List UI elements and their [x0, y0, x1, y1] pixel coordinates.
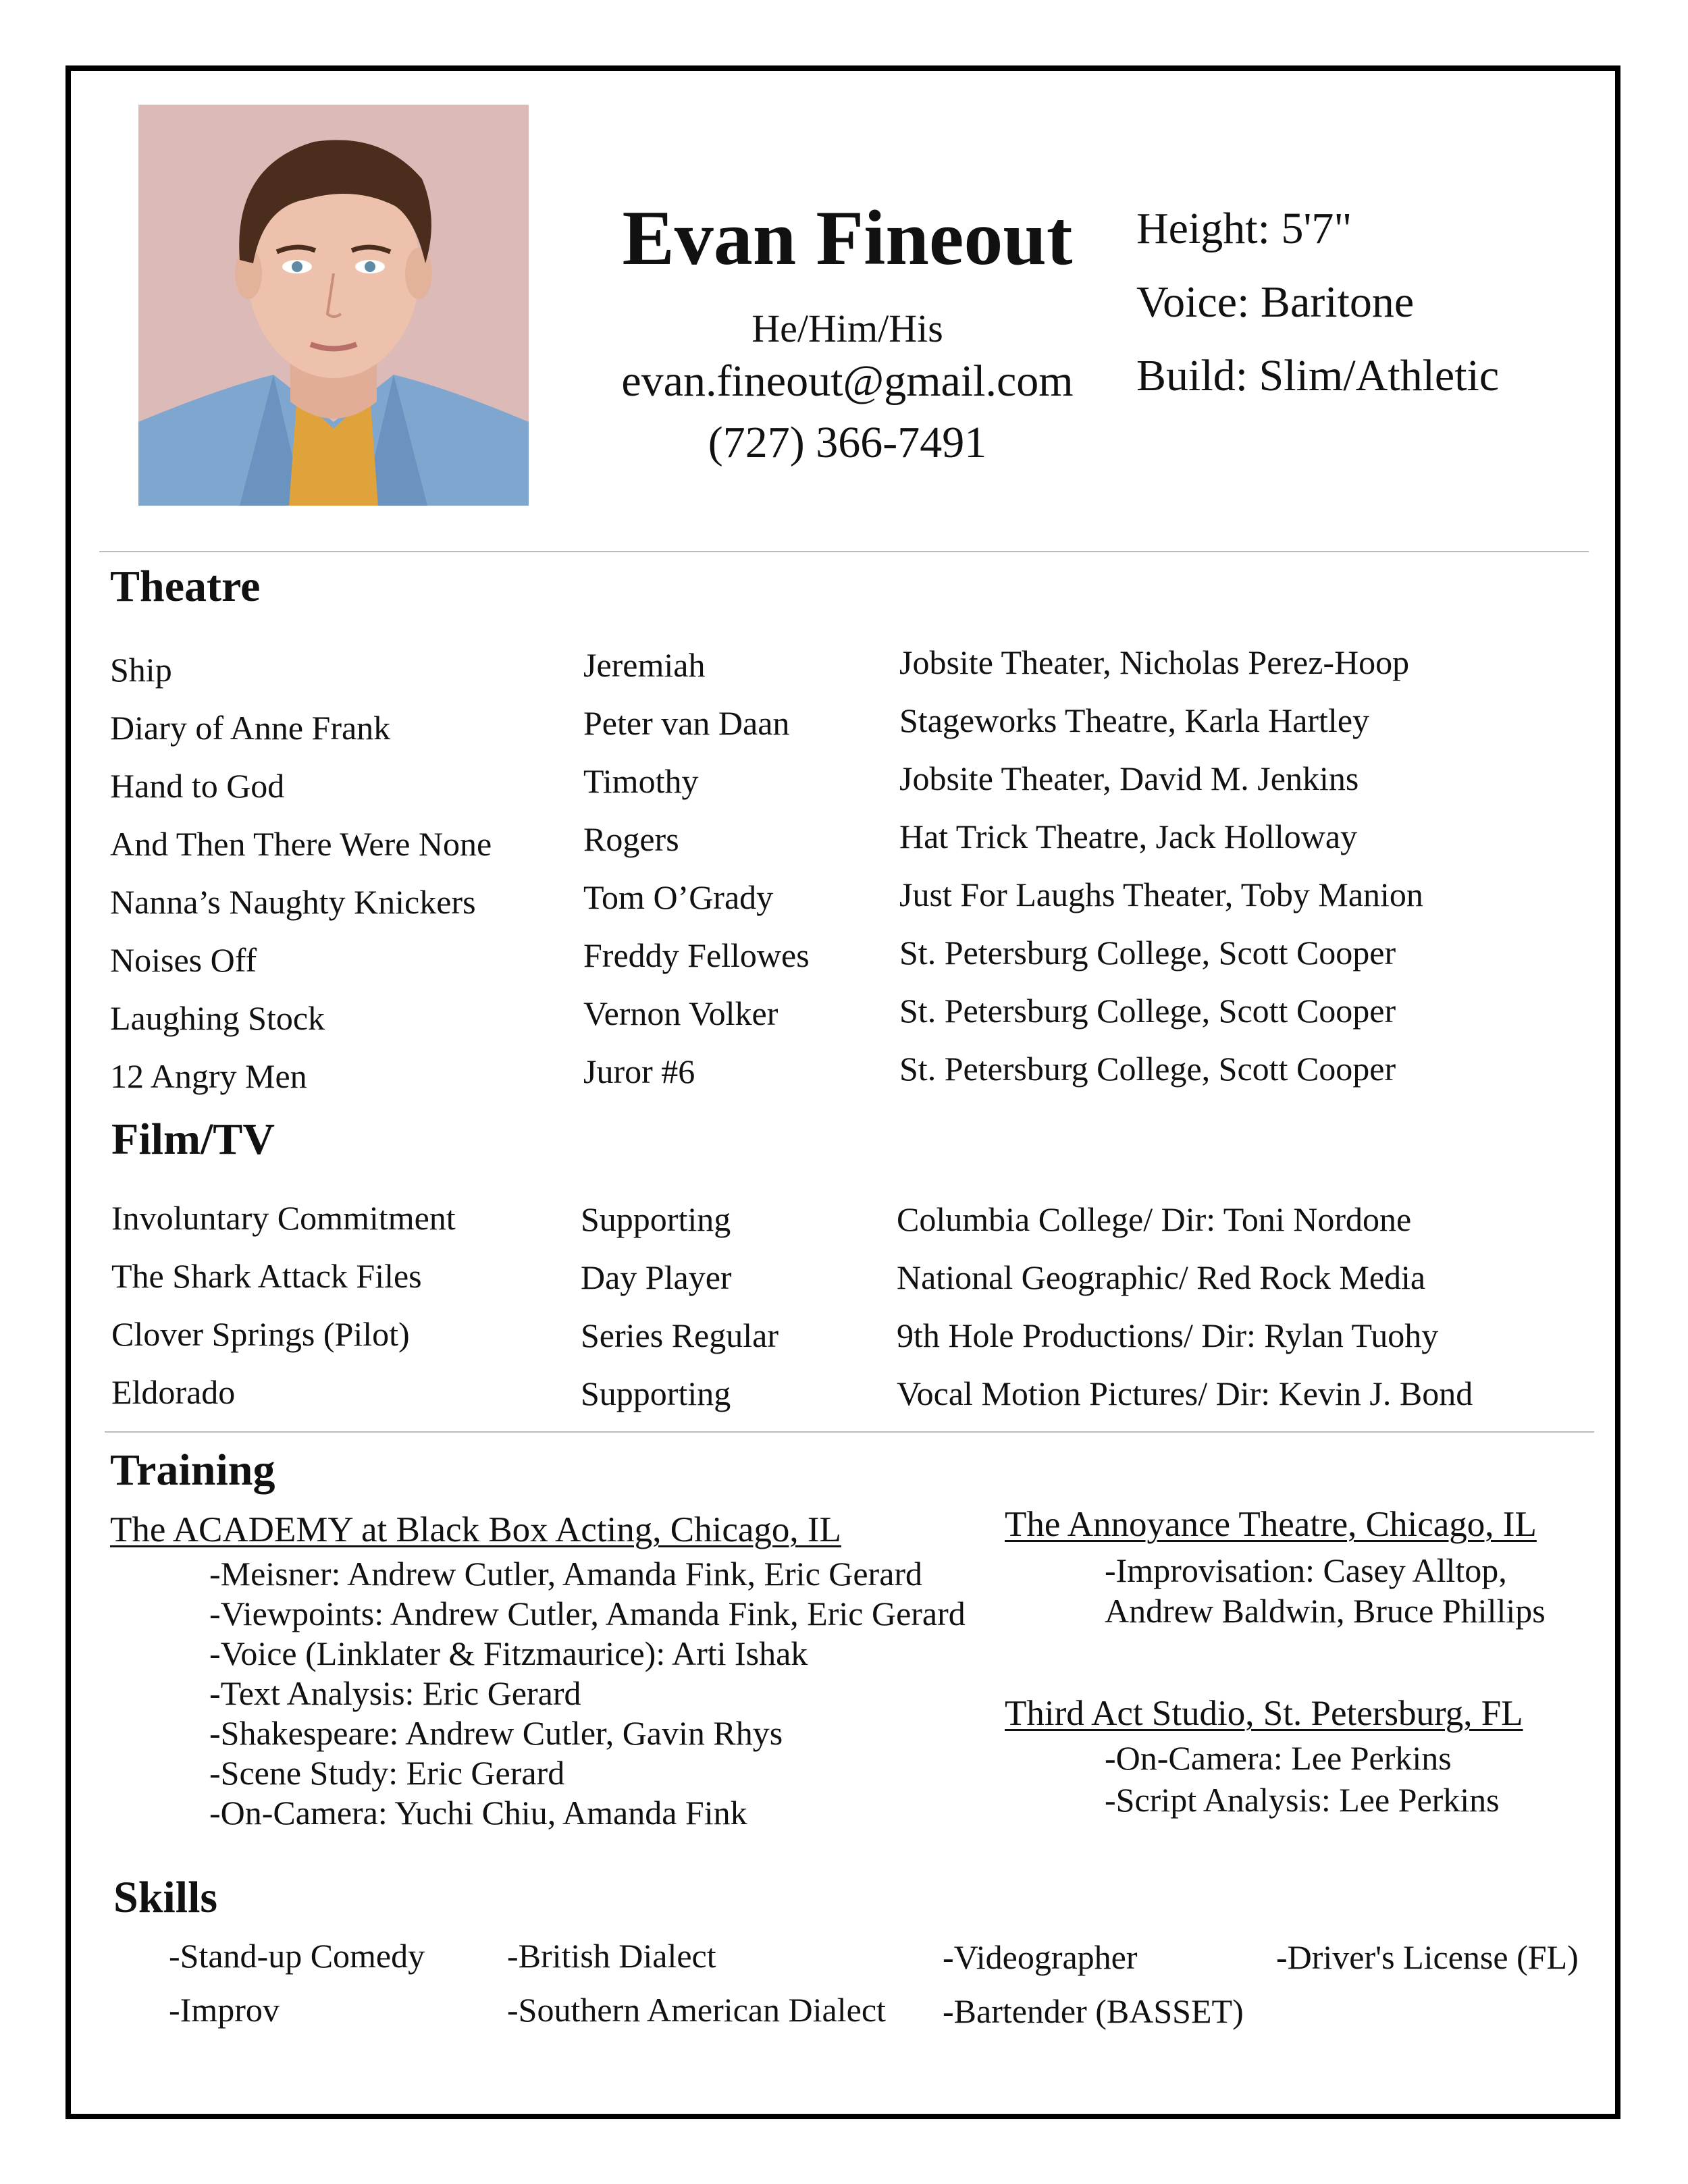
- film-venue: National Geographic/ Red Rock Media: [897, 1258, 1426, 1296]
- training-line: -Meisner: Andrew Cutler, Amanda Fink, Eric Gerard: [209, 1555, 923, 1593]
- skill-item: -British Dialect: [507, 1937, 716, 1975]
- training-heading: Training: [110, 1445, 275, 1495]
- theatre-role: Juror #6: [583, 1053, 695, 1090]
- annoyance-heading: The Annoyance Theatre, Chicago, IL: [1005, 1505, 1537, 1544]
- film-show: Clover Springs (Pilot): [111, 1315, 410, 1353]
- skills-heading: Skills: [113, 1873, 218, 1922]
- theatre-role: Vernon Volker: [583, 994, 779, 1032]
- skill-item: -Driver's License (FL): [1276, 1938, 1579, 1976]
- skill-item: -Southern American Dialect: [507, 1991, 886, 2029]
- theatre-show: Noises Off: [110, 941, 257, 979]
- header-divider: [99, 551, 1589, 552]
- film-venue: Vocal Motion Pictures/ Dir: Kevin J. Bond: [897, 1375, 1473, 1412]
- theatre-show: And Then There Were None: [110, 825, 492, 863]
- theatre-role: Freddy Fellowes: [583, 936, 810, 974]
- headshot-photo: [138, 105, 529, 506]
- skill-item: -Stand-up Comedy: [169, 1937, 425, 1975]
- theatre-show: Diary of Anne Frank: [110, 709, 391, 747]
- training-line: -Script Analysis: Lee Perkins: [1105, 1781, 1500, 1819]
- theatre-show: 12 Angry Men: [110, 1057, 307, 1095]
- height-stat: Height: 5'7": [1136, 204, 1352, 253]
- theatre-role: Tom O’Grady: [583, 878, 774, 916]
- training-line: -Scene Study: Eric Gerard: [209, 1754, 565, 1792]
- film-show: The Shark Attack Files: [111, 1257, 422, 1295]
- skill-item: -Videographer: [943, 1938, 1138, 1976]
- theatre-show: Nanna’s Naughty Knickers: [110, 883, 476, 921]
- theatre-venue: Jobsite Theater, David M. Jenkins: [899, 760, 1359, 797]
- theatre-heading: Theatre: [110, 562, 261, 611]
- theatre-venue: St. Petersburg College, Scott Cooper: [899, 1050, 1396, 1088]
- academy-heading: The ACADEMY at Black Box Acting, Chicago, IL: [110, 1510, 841, 1549]
- training-line: -On-Camera: Yuchi Chiu, Amanda Fink: [209, 1794, 747, 1832]
- film-show: Involuntary Commitment: [111, 1199, 456, 1237]
- theatre-venue: St. Petersburg College, Scott Cooper: [899, 992, 1396, 1030]
- pronouns: He/Him/His: [751, 307, 943, 350]
- film-role: Supporting: [581, 1375, 731, 1412]
- theatre-role: Timothy: [583, 762, 699, 800]
- skill-item: -Improv: [169, 1991, 280, 2029]
- training-line: -On-Camera: Lee Perkins: [1105, 1739, 1452, 1777]
- film-venue: Columbia College/ Dir: Toni Nordone: [897, 1200, 1412, 1238]
- skill-item: -Bartender (BASSET): [943, 1992, 1244, 2030]
- film-show: Eldorado: [111, 1373, 236, 1411]
- theatre-venue: St. Petersburg College, Scott Cooper: [899, 934, 1396, 971]
- training-line: Andrew Baldwin, Bruce Phillips: [1105, 1592, 1546, 1630]
- theatre-venue: Just For Laughs Theater, Toby Manion: [899, 876, 1423, 913]
- theatre-role: Rogers: [583, 820, 679, 858]
- theatre-show: Ship: [110, 651, 172, 689]
- theatre-venue: Stageworks Theatre, Karla Hartley: [899, 701, 1370, 739]
- film-divider: [105, 1431, 1594, 1433]
- phone: (727) 366-7491: [708, 418, 987, 467]
- film-venue: 9th Hole Productions/ Dir: Rylan Tuohy: [897, 1316, 1439, 1354]
- theatre-role: Jeremiah: [583, 646, 706, 684]
- training-line: -Improvisation: Casey Alltop,: [1105, 1551, 1507, 1589]
- training-line: -Shakespeare: Andrew Cutler, Gavin Rhys: [209, 1714, 783, 1752]
- film-heading: Film/TV: [111, 1115, 275, 1164]
- build-stat: Build: Slim/Athletic: [1136, 351, 1500, 400]
- theatre-role: Peter van Daan: [583, 704, 790, 742]
- email: evan.fineout@gmail.com: [621, 356, 1074, 406]
- film-role: Series Regular: [581, 1316, 779, 1354]
- theatre-venue: Hat Trick Theatre, Jack Holloway: [899, 818, 1358, 855]
- training-line: -Voice (Linklater & Fitzmaurice): Arti Ishak: [209, 1634, 808, 1672]
- theatre-show: Hand to God: [110, 767, 285, 805]
- film-role: Supporting: [581, 1200, 731, 1238]
- film-role: Day Player: [581, 1258, 732, 1296]
- actor-name: Evan Fineout: [622, 195, 1073, 282]
- training-line: -Viewpoints: Andrew Cutler, Amanda Fink, Eric Gerard: [209, 1595, 966, 1632]
- third-act-heading: Third Act Studio, St. Petersburg, FL: [1005, 1694, 1523, 1733]
- theatre-show: Laughing Stock: [110, 999, 325, 1037]
- theatre-venue: Jobsite Theater, Nicholas Perez-Hoop: [899, 643, 1410, 681]
- voice-stat: Voice: Baritone: [1136, 277, 1415, 327]
- training-line: -Text Analysis: Eric Gerard: [209, 1674, 581, 1712]
